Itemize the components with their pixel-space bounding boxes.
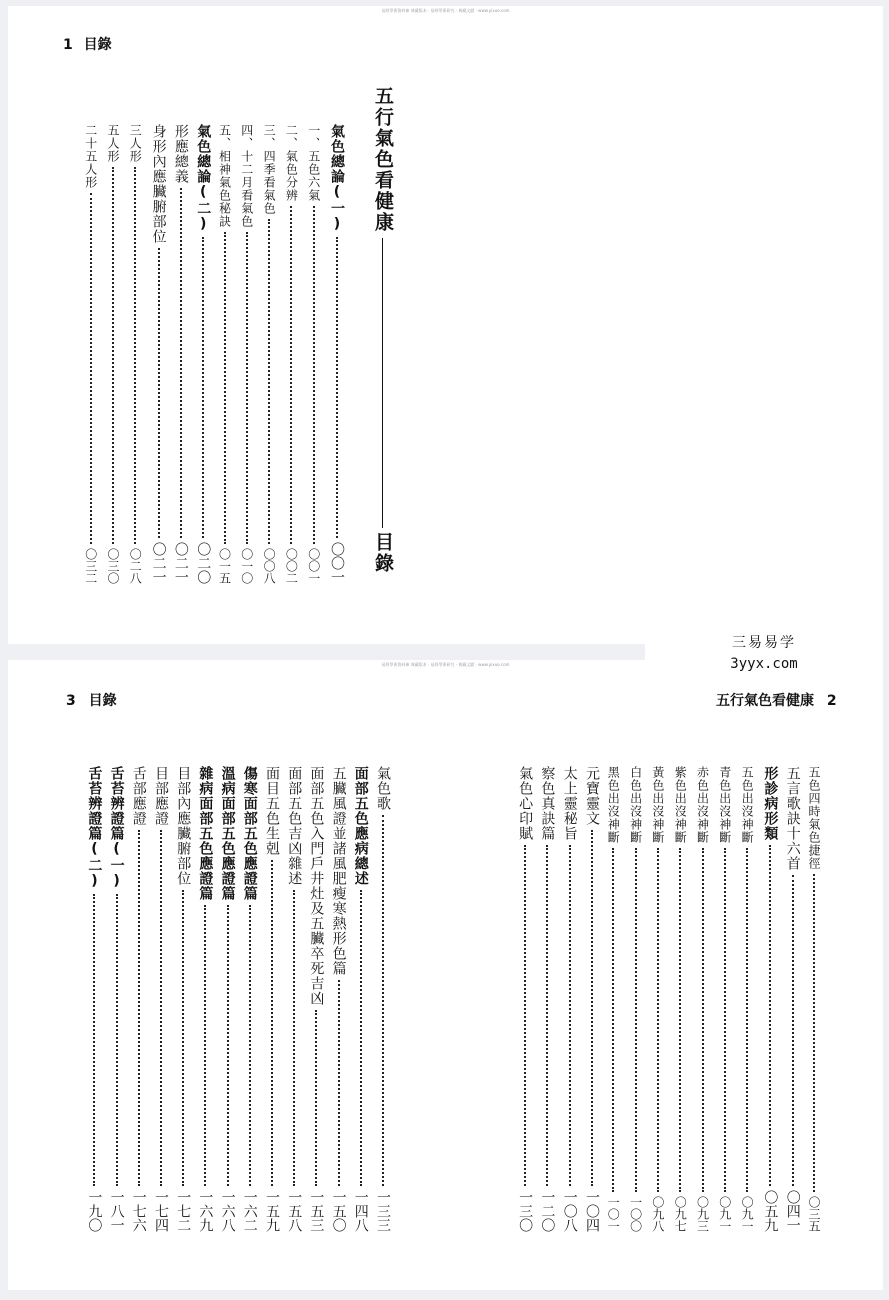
toc-entry-page: 〇九一 bbox=[740, 1196, 755, 1232]
dot-leader bbox=[524, 845, 526, 1186]
toc-entry-title: 五言歌訣十六首 bbox=[784, 766, 801, 871]
toc-entry-title: 元寶靈文 bbox=[584, 766, 600, 826]
toc-entry-title: 溫病面部五色應證篇 bbox=[219, 766, 236, 901]
dot-leader bbox=[134, 167, 136, 544]
toc-entry-page: 〇九一 bbox=[717, 1196, 732, 1232]
toc-entry-title: 青色出沒神斷 bbox=[717, 766, 732, 844]
toc-entry-title: 黃色出沒神斷 bbox=[650, 766, 665, 844]
toc-entry bbox=[674, 766, 686, 1232]
dot-leader bbox=[746, 848, 748, 1192]
toc-entry-title: 二、氣色分辨 bbox=[284, 124, 299, 202]
dot-leader bbox=[813, 874, 815, 1192]
toc-entry-title: 身形內應臟腑部位 bbox=[150, 124, 167, 244]
toc-entry bbox=[585, 766, 599, 1232]
toc-entry bbox=[287, 766, 301, 1232]
site-name: 三易易学 bbox=[732, 635, 796, 651]
toc-entry bbox=[110, 766, 124, 1232]
toc-entry-page: 一七四 bbox=[153, 1190, 169, 1232]
toc-entry-page: 一三〇 bbox=[517, 1190, 534, 1232]
dot-leader bbox=[160, 830, 162, 1186]
header-label: 五行氣色看健康 bbox=[716, 693, 814, 709]
toc-entry-title: 形診病形類 bbox=[762, 766, 779, 841]
dot-leader bbox=[93, 894, 95, 1186]
toc-entry bbox=[265, 766, 279, 1232]
toc-entry-page: 一六八 bbox=[219, 1190, 236, 1232]
header-label: 目錄 bbox=[88, 693, 117, 709]
toc-entry-title: 三人形 bbox=[128, 124, 143, 163]
dot-leader bbox=[336, 237, 338, 538]
toc-entry-page: 〇二八 bbox=[128, 548, 143, 584]
toc-entry bbox=[697, 766, 709, 1232]
toc-entry-title: 赤色出沒神斷 bbox=[695, 766, 710, 844]
toc-entry-page: 一六九 bbox=[197, 1190, 214, 1232]
toc-entry-page: 一八一 bbox=[108, 1190, 125, 1232]
toc-entry-title: 黑色出沒神斷 bbox=[606, 766, 621, 844]
dot-leader bbox=[635, 848, 637, 1192]
dot-leader bbox=[204, 905, 206, 1186]
toc-entry-title: 五色四時氣色捷徑 bbox=[807, 766, 821, 870]
dot-leader bbox=[112, 167, 114, 544]
toc-entry-page: 一〇一 bbox=[606, 1196, 621, 1232]
site-url: 3yyx.com bbox=[730, 656, 798, 672]
dot-leader bbox=[290, 206, 292, 544]
page-number: 2 bbox=[826, 693, 837, 709]
dot-leader bbox=[180, 188, 182, 538]
dot-leader bbox=[313, 206, 315, 544]
dot-leader bbox=[116, 894, 118, 1186]
toc-entry bbox=[152, 124, 166, 584]
toc-entry-title: 面部五色入門戶井灶及五臟卒死吉凶 bbox=[308, 766, 325, 1006]
dot-leader bbox=[769, 845, 771, 1186]
book-title: 五行氣色看健康 bbox=[372, 86, 394, 233]
toc-entry bbox=[309, 766, 323, 1232]
toc-entry-page: 一六二 bbox=[241, 1190, 258, 1232]
toc-entry bbox=[741, 766, 753, 1232]
dot-leader bbox=[227, 905, 229, 1186]
title-rule bbox=[382, 238, 383, 528]
toc-entry-page: 一五〇 bbox=[330, 1190, 347, 1232]
toc-entry-title: 氣色總論(二) bbox=[195, 124, 212, 233]
toc-entry-title: 面目五色生剋 bbox=[264, 766, 280, 856]
toc-entry-page: 一五三 bbox=[308, 1190, 325, 1232]
toc-entry-page: 一〇四 bbox=[584, 1190, 600, 1232]
toc-entry bbox=[198, 766, 212, 1232]
dot-leader bbox=[657, 848, 659, 1192]
dot-leader bbox=[546, 845, 548, 1186]
toc-entry bbox=[196, 124, 210, 584]
dot-leader bbox=[249, 905, 251, 1186]
toc-entry-title: 五臟風證並諸風肥瘦寒熱形色篇 bbox=[330, 766, 347, 976]
toc-entry-title: 五、相神氣色秘訣 bbox=[217, 124, 232, 228]
dot-leader bbox=[293, 890, 295, 1186]
toc-entry bbox=[263, 124, 275, 584]
toc-entry-page: 一〇八 bbox=[561, 1190, 578, 1232]
toc-entry-title: 雜病面部五色應證篇 bbox=[197, 766, 214, 901]
dot-leader bbox=[702, 848, 704, 1192]
page-header-left bbox=[66, 690, 117, 710]
toc-entry-page: 一四八 bbox=[352, 1190, 369, 1232]
toc-entry bbox=[221, 766, 235, 1232]
toc-entry-title: 五人形 bbox=[106, 124, 120, 163]
dot-leader bbox=[268, 219, 270, 544]
toc-entry-title: 氣色歌 bbox=[375, 766, 391, 811]
toc-entry-title: 紫色出沒神斷 bbox=[673, 766, 688, 844]
toc-entry-title: 目部應證 bbox=[153, 766, 169, 826]
toc-entry-page: 一九〇 bbox=[86, 1190, 103, 1232]
toc-entry-page: 〇三二 bbox=[83, 548, 98, 584]
toc-entry-title: 三、四季看氣色 bbox=[262, 124, 277, 215]
toc-entry-page: 〇二〇 bbox=[195, 542, 212, 584]
toc-entry bbox=[308, 124, 320, 584]
toc-entry bbox=[354, 766, 368, 1232]
page-number: 1 bbox=[63, 37, 73, 53]
toc-entry-title: 五色出沒神斷 bbox=[740, 766, 755, 844]
toc-entry-page: 〇九三 bbox=[695, 1196, 710, 1232]
toc-entry-title: 太上靈秘旨 bbox=[561, 766, 578, 841]
page-header-right bbox=[716, 690, 837, 710]
toc-entry-title: 舌苔辨證篇(一) bbox=[108, 766, 125, 890]
toc-entry-title: 氣色總論(一) bbox=[329, 124, 345, 233]
toc-entry-title: 察色真訣篇 bbox=[539, 766, 556, 841]
dot-leader bbox=[158, 248, 160, 538]
toc-entry-page: 〇一五 bbox=[217, 548, 232, 584]
toc-entry bbox=[241, 124, 253, 584]
toc-entry bbox=[563, 766, 577, 1232]
watermark-strip: 易經學術資料庫 典藏版本 · 易經學術研究 · 典藏文獻 · www.yixue.com bbox=[381, 8, 510, 13]
toc-entry-page: 一五八 bbox=[286, 1190, 303, 1232]
toc-entry-page: 〇二一 bbox=[172, 542, 189, 584]
dot-leader bbox=[246, 232, 248, 544]
toc-entry-page: 〇二一 bbox=[150, 542, 167, 584]
toc-entry-title: 二十五人形 bbox=[83, 124, 98, 189]
toc-entry bbox=[786, 766, 800, 1232]
toc-entry bbox=[87, 766, 101, 1232]
site-logo bbox=[645, 630, 883, 680]
toc-entry-page: 〇三〇 bbox=[106, 548, 120, 584]
toc-entry-page: 一五九 bbox=[264, 1190, 280, 1232]
toc-entry-page: 〇九七 bbox=[673, 1196, 688, 1232]
toc-entry-page: 一七二 bbox=[175, 1190, 192, 1232]
toc-entry-title: 舌部應證 bbox=[130, 766, 147, 826]
scan-page-bottom bbox=[8, 660, 883, 1290]
toc-entry bbox=[129, 124, 141, 584]
toc-entry-title: 一、五色六氣 bbox=[306, 124, 321, 202]
dot-leader bbox=[138, 830, 140, 1186]
toc-entry-page: 一二〇 bbox=[539, 1190, 556, 1232]
toc-entry-title: 面部五色應病總述 bbox=[352, 766, 369, 886]
toc-entry bbox=[630, 766, 642, 1232]
toc-entry bbox=[652, 766, 664, 1232]
toc-entry-page: 一七六 bbox=[130, 1190, 147, 1232]
mulu-heading: 目錄 bbox=[372, 532, 394, 574]
toc-entry bbox=[154, 766, 168, 1232]
dot-leader bbox=[338, 980, 340, 1186]
toc-entry-page: 〇〇八 bbox=[262, 548, 277, 584]
toc-entry bbox=[176, 766, 190, 1232]
toc-entry bbox=[132, 766, 146, 1232]
toc-entry-page: 〇〇一 bbox=[329, 542, 345, 584]
toc-entry-title: 四、十二月看氣色 bbox=[239, 124, 254, 228]
toc-entry-page: 〇三五 bbox=[807, 1196, 821, 1232]
dot-leader bbox=[271, 860, 273, 1186]
dot-leader bbox=[679, 848, 681, 1192]
toc-entry-title: 白色出沒神斷 bbox=[628, 766, 643, 844]
toc-entry-page: 〇四一 bbox=[784, 1190, 801, 1232]
toc-entry-page: 〇五九 bbox=[762, 1190, 779, 1232]
toc-entry bbox=[540, 766, 554, 1232]
toc-entry bbox=[285, 124, 297, 584]
toc-entry-page: 〇〇一 bbox=[306, 548, 321, 584]
scan-page-top bbox=[8, 6, 883, 644]
toc-entry bbox=[607, 766, 619, 1232]
toc-entry-title: 形應總義 bbox=[172, 124, 189, 184]
toc-entry bbox=[174, 124, 188, 584]
page-header bbox=[63, 34, 112, 54]
toc-entry bbox=[107, 124, 119, 584]
toc-entry-title: 目部內應臟腑部位 bbox=[175, 766, 192, 886]
dot-leader bbox=[224, 232, 226, 544]
dot-leader bbox=[591, 830, 593, 1186]
toc-entry-page: 一〇〇 bbox=[628, 1196, 643, 1232]
dot-leader bbox=[360, 890, 362, 1186]
header-label: 目錄 bbox=[83, 37, 112, 53]
toc-entry bbox=[376, 766, 390, 1232]
dot-leader bbox=[382, 815, 384, 1186]
toc-entry-page: 〇九八 bbox=[650, 1196, 665, 1232]
dot-leader bbox=[612, 848, 614, 1192]
dot-leader bbox=[569, 845, 571, 1186]
toc-entry bbox=[763, 766, 777, 1232]
toc-entry bbox=[719, 766, 731, 1232]
toc-entry bbox=[518, 766, 532, 1232]
dot-leader bbox=[90, 193, 92, 544]
dot-leader bbox=[724, 848, 726, 1192]
toc-entry bbox=[85, 124, 97, 584]
watermark-strip: 易經學術資料庫 典藏版本 · 易經學術研究 · 典藏文獻 · www.yixue.com bbox=[381, 662, 510, 667]
toc-entry-title: 氣色心印賦 bbox=[517, 766, 534, 841]
dot-leader bbox=[792, 875, 794, 1186]
toc-entry-page: 〇一〇 bbox=[239, 548, 254, 584]
dot-leader bbox=[202, 237, 204, 538]
toc-entry bbox=[243, 766, 257, 1232]
page-number: 3 bbox=[66, 693, 76, 709]
dot-leader bbox=[315, 1010, 317, 1186]
toc-entry-title: 傷寒面部五色應證篇 bbox=[241, 766, 258, 901]
toc-entry bbox=[332, 766, 346, 1232]
toc-entry-title: 舌苔辨證篇(二) bbox=[86, 766, 103, 890]
toc-entry bbox=[330, 124, 344, 584]
toc-entry-page: 〇〇二 bbox=[284, 548, 299, 584]
toc-entry-page: 一三三 bbox=[375, 1190, 391, 1232]
toc-entry-title: 面部五色吉凶雜述 bbox=[286, 766, 303, 886]
dot-leader bbox=[182, 890, 184, 1186]
toc-entry bbox=[219, 124, 231, 584]
toc-entry bbox=[808, 766, 820, 1232]
